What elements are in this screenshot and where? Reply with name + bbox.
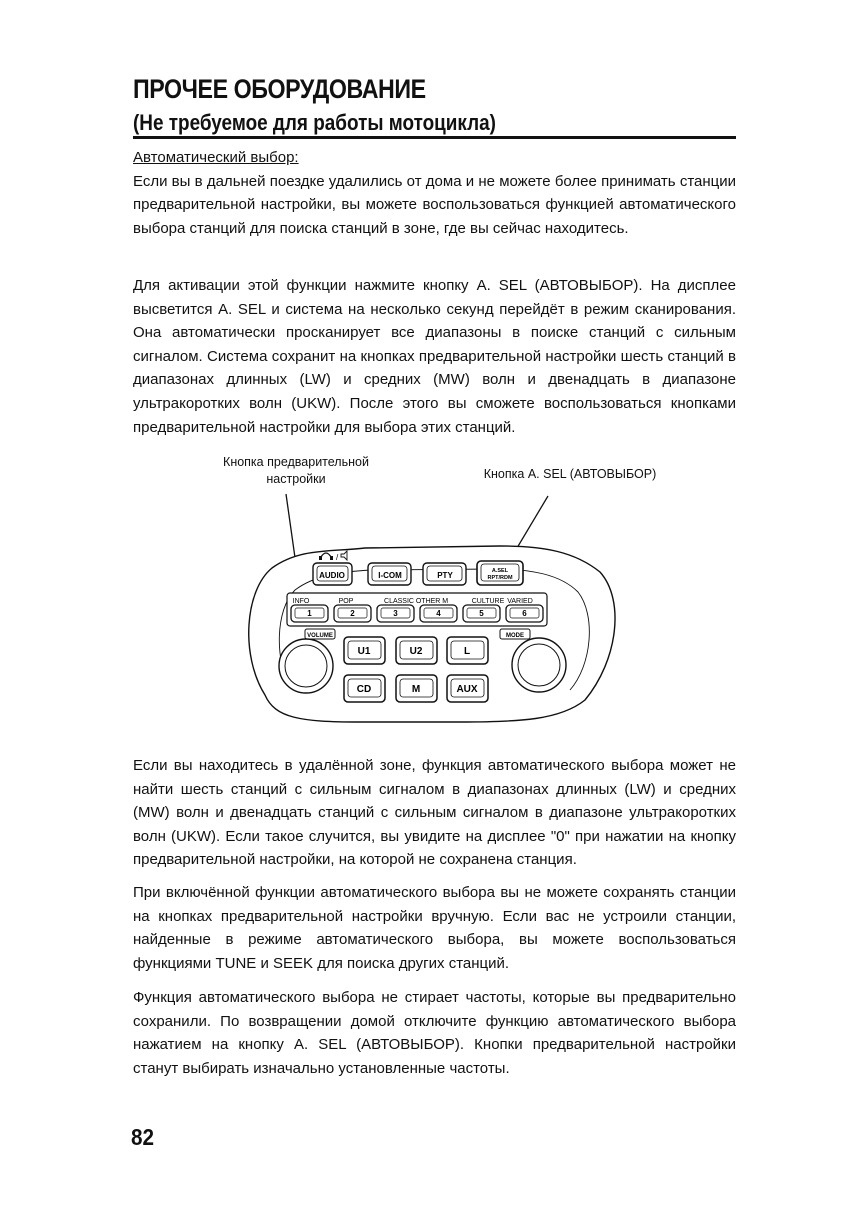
u2-button[interactable] <box>396 637 437 664</box>
preset-button-2[interactable] <box>334 605 371 622</box>
paragraph-2: Для активации этой функции нажмите кнопку A. SEL (АВТОВЫБОР). На дисплее высветится A. SEL и система на несколько секунд перейдёт в режим сканирования. Она автоматически просканирует все диапазоны в поиске станций с сильным сигналом. Система сохранит на кнопках предварительной настройки шесть станций в диапазонах длинных (LW) и средних (MW) волн и двенадцать в диапазоне ультракоротких волн (UKW). После этого вы сможете воспользоваться кнопками предварительной настройки для выбора этих станций. <box>133 277 736 436</box>
l-button[interactable] <box>447 637 488 664</box>
intro-section <box>133 146 736 240</box>
asel-button[interactable] <box>477 561 523 585</box>
preset-button-6[interactable] <box>506 605 543 622</box>
audio-button[interactable] <box>313 563 352 585</box>
preset-button-1[interactable] <box>291 605 328 622</box>
manual-store-section <box>133 881 736 975</box>
pty-label: PTY <box>437 571 453 580</box>
rpt-rdm-label: RPT/RDM <box>487 575 513 581</box>
paragraph-4: При включённой функции автоматического выбора вы не можете сохранять станции на кнопках предварительной настройки вручную. Если вас не устроили станции, найденные в режиме автоматического выбора, вы можете воспользоваться функциями TUNE и SEEK для поиска других станций. <box>133 884 736 972</box>
aux-button[interactable] <box>447 675 488 702</box>
genre-label: POP <box>338 598 354 605</box>
paragraph-1: Если вы в дальней поездке удалились от дома и не можете более принимать станции предварительной настройки, вы можете воспользоваться функцией автоматического выбора станций для поиска станций в зоне, где вы сейчас находитесь. <box>133 172 736 237</box>
asel-label: A.SEL <box>491 568 509 574</box>
preset-label: 6 <box>522 609 527 618</box>
radio-panel-diagram <box>0 440 867 740</box>
radio-panel-figure <box>0 440 867 740</box>
preset-button-4[interactable] <box>420 605 457 622</box>
callout-asel-button: Кнопка A. SEL (АВТОВЫБОР) <box>483 467 657 481</box>
frequencies-section <box>133 986 736 1080</box>
genre-label: OTHER M <box>415 598 449 605</box>
audio-label: AUDIO <box>319 571 345 580</box>
mode-label-box <box>500 629 530 639</box>
preset-label: 2 <box>350 609 355 618</box>
volume-label-box <box>305 629 335 639</box>
m-label: M <box>411 684 421 695</box>
preset-label: 3 <box>393 609 398 618</box>
paragraph-3: Если вы находитесь в удалённой зоне, функция автоматического выбора может не найти шесть станций с сильным сигналом в диапазонах длинных (LW) и средних (MW) волн и двенадцать станций с сильным сигналом в диапазоне ультракоротких волн (UKW). Если такое случится, вы увидите на дисплее "0" при нажатии на кнопку предварительной настройки, на которой не сохранена станция. <box>133 757 736 869</box>
cd-label: CD <box>356 684 372 695</box>
mode-label: MODE <box>506 633 524 639</box>
genre-label: VARIED <box>507 598 533 605</box>
icon-slash: / <box>336 553 339 562</box>
genre-label: CLASSIC <box>384 598 414 605</box>
volume-knob[interactable] <box>279 639 333 693</box>
u1-label: U1 <box>357 646 371 657</box>
page-number: 82 <box>131 1124 155 1150</box>
title-divider <box>133 136 736 139</box>
preset-button-3[interactable] <box>377 605 414 622</box>
u1-button[interactable] <box>344 637 385 664</box>
pty-button[interactable] <box>423 563 466 585</box>
genre-label: INFO <box>292 598 310 605</box>
volume-label: VOLUME <box>307 633 333 639</box>
icom-button[interactable] <box>368 563 411 585</box>
l-label: L <box>463 646 471 657</box>
section-heading: Автоматический выбор: <box>133 149 299 166</box>
paragraph-5: Функция автоматического выбора не стирает частоты, которые вы предварительно сохранили. По возвращении домой отключите функцию автоматического выбора нажатием на кнопку A. SEL (АВТОВЫБОР). Кнопки предварительной настройки станут выбирать изначально установленные частоты. <box>133 989 736 1077</box>
u2-label: U2 <box>409 646 423 657</box>
activation-section <box>133 274 736 439</box>
preset-button-5[interactable] <box>463 605 500 622</box>
page-title: ПРОЧЕЕ ОБОРУДОВАНИЕ <box>133 74 426 104</box>
callout-preset-line2: настройки <box>266 472 326 486</box>
genre-label: CULTURE <box>471 598 505 605</box>
icom-label: I-COM <box>378 571 402 580</box>
preset-label: 4 <box>436 609 441 618</box>
cd-button[interactable] <box>344 675 385 702</box>
aux-label: AUX <box>456 684 478 695</box>
callout-preset-line1: Кнопка предварительной <box>223 455 369 469</box>
m-button[interactable] <box>396 675 437 702</box>
mode-knob[interactable] <box>512 638 566 692</box>
preset-label: 1 <box>307 609 312 618</box>
page-subtitle: (Не требуемое для работы мотоцикла) <box>133 110 496 135</box>
preset-label: 5 <box>479 609 484 618</box>
remote-area-section <box>133 754 736 872</box>
